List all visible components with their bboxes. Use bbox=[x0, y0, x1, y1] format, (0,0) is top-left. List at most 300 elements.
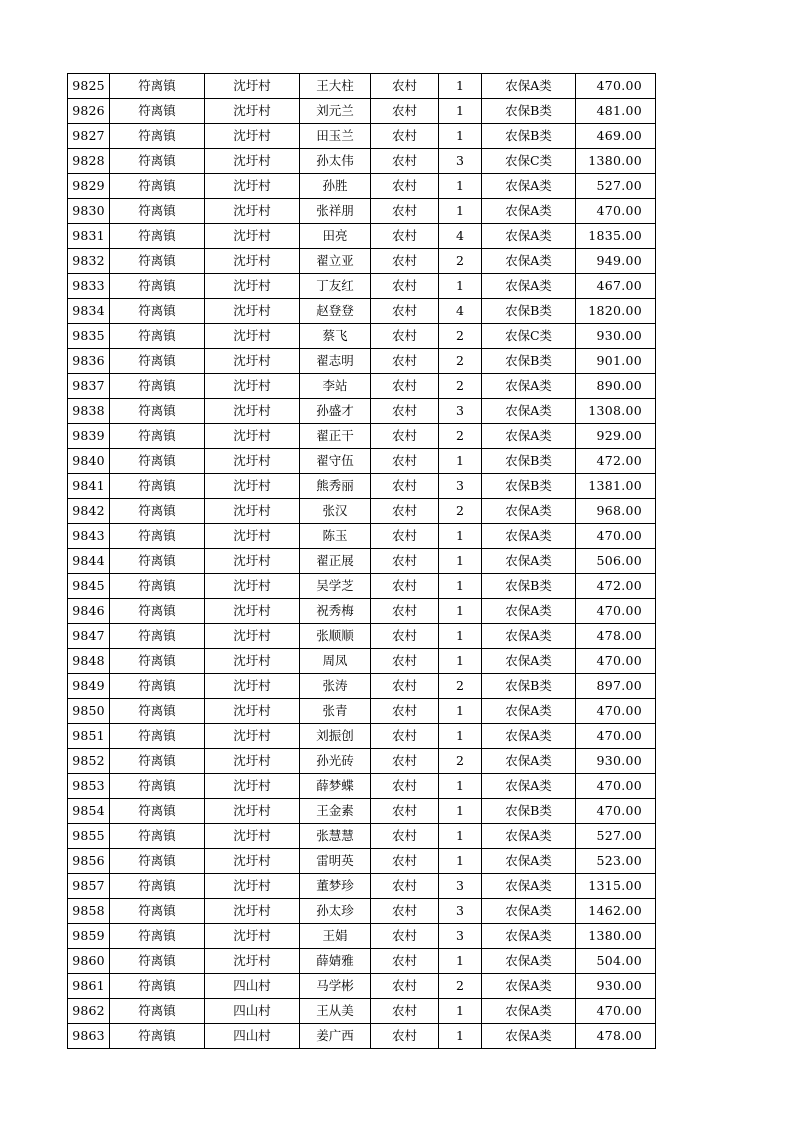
cell-insurance-category: 农保C类 bbox=[482, 324, 576, 349]
cell-insurance-category: 农保A类 bbox=[482, 949, 576, 974]
cell-town: 符离镇 bbox=[110, 1024, 205, 1049]
cell-household-type: 农村 bbox=[371, 374, 439, 399]
cell-town: 符离镇 bbox=[110, 474, 205, 499]
table-row bbox=[68, 349, 656, 374]
table-row bbox=[68, 649, 656, 674]
cell-household-size: 1 bbox=[439, 999, 482, 1024]
cell-household-size: 1 bbox=[439, 524, 482, 549]
cell-insurance-category: 农保A类 bbox=[482, 924, 576, 949]
cell-household-size: 3 bbox=[439, 924, 482, 949]
cell-insurance-category: 农保A类 bbox=[482, 224, 576, 249]
cell-person-name: 孙太伟 bbox=[300, 149, 371, 174]
cell-household-type: 农村 bbox=[371, 449, 439, 474]
cell-person-name: 田亮 bbox=[300, 224, 371, 249]
cell-village: 沈圩村 bbox=[205, 574, 300, 599]
cell-household-type: 农村 bbox=[371, 124, 439, 149]
cell-person-name: 孙光砖 bbox=[300, 749, 371, 774]
cell-amount: 523.00 bbox=[576, 849, 656, 874]
cell-record-id: 9852 bbox=[68, 749, 110, 774]
cell-household-size: 1 bbox=[439, 724, 482, 749]
cell-record-id: 9845 bbox=[68, 574, 110, 599]
cell-record-id: 9855 bbox=[68, 824, 110, 849]
cell-amount: 1820.00 bbox=[576, 299, 656, 324]
cell-person-name: 张涛 bbox=[300, 674, 371, 699]
cell-insurance-category: 农保A类 bbox=[482, 424, 576, 449]
cell-town: 符离镇 bbox=[110, 349, 205, 374]
cell-person-name: 薛梦蝶 bbox=[300, 774, 371, 799]
cell-village: 沈圩村 bbox=[205, 274, 300, 299]
cell-amount: 470.00 bbox=[576, 524, 656, 549]
cell-record-id: 9837 bbox=[68, 374, 110, 399]
cell-amount: 470.00 bbox=[576, 649, 656, 674]
cell-village: 沈圩村 bbox=[205, 124, 300, 149]
table-row bbox=[68, 549, 656, 574]
cell-household-type: 农村 bbox=[371, 924, 439, 949]
table-row bbox=[68, 449, 656, 474]
cell-person-name: 翟志明 bbox=[300, 349, 371, 374]
cell-record-id: 9826 bbox=[68, 99, 110, 124]
cell-town: 符离镇 bbox=[110, 749, 205, 774]
cell-insurance-category: 农保A类 bbox=[482, 1024, 576, 1049]
table-row bbox=[68, 749, 656, 774]
cell-person-name: 翟立亚 bbox=[300, 249, 371, 274]
cell-person-name: 张青 bbox=[300, 699, 371, 724]
cell-record-id: 9830 bbox=[68, 199, 110, 224]
cell-household-size: 2 bbox=[439, 249, 482, 274]
cell-household-size: 1 bbox=[439, 199, 482, 224]
cell-person-name: 张顺顺 bbox=[300, 624, 371, 649]
table-row bbox=[68, 274, 656, 299]
cell-insurance-category: 农保A类 bbox=[482, 974, 576, 999]
cell-household-type: 农村 bbox=[371, 249, 439, 274]
table-row bbox=[68, 299, 656, 324]
cell-record-id: 9847 bbox=[68, 624, 110, 649]
table-row bbox=[68, 599, 656, 624]
cell-town: 符离镇 bbox=[110, 799, 205, 824]
table-row bbox=[68, 99, 656, 124]
cell-village: 沈圩村 bbox=[205, 649, 300, 674]
table-row bbox=[68, 949, 656, 974]
cell-record-id: 9835 bbox=[68, 324, 110, 349]
cell-amount: 504.00 bbox=[576, 949, 656, 974]
cell-record-id: 9859 bbox=[68, 924, 110, 949]
cell-record-id: 9858 bbox=[68, 899, 110, 924]
cell-town: 符离镇 bbox=[110, 574, 205, 599]
cell-village: 沈圩村 bbox=[205, 349, 300, 374]
cell-insurance-category: 农保B类 bbox=[482, 299, 576, 324]
cell-amount: 1835.00 bbox=[576, 224, 656, 249]
cell-household-type: 农村 bbox=[371, 149, 439, 174]
cell-household-size: 1 bbox=[439, 274, 482, 299]
cell-record-id: 9848 bbox=[68, 649, 110, 674]
cell-household-type: 农村 bbox=[371, 99, 439, 124]
cell-record-id: 9831 bbox=[68, 224, 110, 249]
cell-village: 沈圩村 bbox=[205, 374, 300, 399]
cell-village: 沈圩村 bbox=[205, 174, 300, 199]
cell-insurance-category: 农保B类 bbox=[482, 99, 576, 124]
cell-village: 沈圩村 bbox=[205, 499, 300, 524]
table-row bbox=[68, 699, 656, 724]
cell-village: 沈圩村 bbox=[205, 774, 300, 799]
cell-record-id: 9834 bbox=[68, 299, 110, 324]
cell-amount: 930.00 bbox=[576, 324, 656, 349]
cell-household-size: 3 bbox=[439, 399, 482, 424]
cell-person-name: 孙盛才 bbox=[300, 399, 371, 424]
table-row bbox=[68, 424, 656, 449]
table-row bbox=[68, 74, 656, 99]
table-row bbox=[68, 624, 656, 649]
cell-person-name: 张祥朋 bbox=[300, 199, 371, 224]
cell-insurance-category: 农保A类 bbox=[482, 599, 576, 624]
cell-town: 符离镇 bbox=[110, 174, 205, 199]
cell-insurance-category: 农保A类 bbox=[482, 174, 576, 199]
cell-record-id: 9843 bbox=[68, 524, 110, 549]
cell-town: 符离镇 bbox=[110, 699, 205, 724]
cell-amount: 1380.00 bbox=[576, 924, 656, 949]
table-row bbox=[68, 674, 656, 699]
cell-amount: 1315.00 bbox=[576, 874, 656, 899]
cell-village: 沈圩村 bbox=[205, 449, 300, 474]
table-row bbox=[68, 924, 656, 949]
table-row bbox=[68, 324, 656, 349]
cell-household-type: 农村 bbox=[371, 399, 439, 424]
cell-amount: 478.00 bbox=[576, 1024, 656, 1049]
cell-insurance-category: 农保A类 bbox=[482, 74, 576, 99]
cell-person-name: 祝秀梅 bbox=[300, 599, 371, 624]
cell-town: 符离镇 bbox=[110, 324, 205, 349]
cell-insurance-category: 农保B类 bbox=[482, 349, 576, 374]
cell-record-id: 9857 bbox=[68, 874, 110, 899]
cell-record-id: 9836 bbox=[68, 349, 110, 374]
cell-household-type: 农村 bbox=[371, 674, 439, 699]
cell-insurance-category: 农保A类 bbox=[482, 524, 576, 549]
cell-record-id: 9841 bbox=[68, 474, 110, 499]
cell-insurance-category: 农保A类 bbox=[482, 649, 576, 674]
cell-person-name: 陈玉 bbox=[300, 524, 371, 549]
cell-household-size: 2 bbox=[439, 424, 482, 449]
cell-village: 沈圩村 bbox=[205, 849, 300, 874]
cell-record-id: 9860 bbox=[68, 949, 110, 974]
cell-village: 沈圩村 bbox=[205, 874, 300, 899]
cell-town: 符离镇 bbox=[110, 524, 205, 549]
cell-household-size: 1 bbox=[439, 74, 482, 99]
cell-household-type: 农村 bbox=[371, 599, 439, 624]
cell-record-id: 9856 bbox=[68, 849, 110, 874]
cell-household-size: 2 bbox=[439, 674, 482, 699]
cell-village: 沈圩村 bbox=[205, 99, 300, 124]
cell-household-type: 农村 bbox=[371, 799, 439, 824]
cell-person-name: 张汉 bbox=[300, 499, 371, 524]
cell-village: 沈圩村 bbox=[205, 824, 300, 849]
cell-insurance-category: 农保A类 bbox=[482, 374, 576, 399]
cell-town: 符离镇 bbox=[110, 999, 205, 1024]
cell-record-id: 9829 bbox=[68, 174, 110, 199]
cell-town: 符离镇 bbox=[110, 124, 205, 149]
cell-household-type: 农村 bbox=[371, 499, 439, 524]
table-row bbox=[68, 499, 656, 524]
cell-amount: 472.00 bbox=[576, 449, 656, 474]
cell-person-name: 孙太珍 bbox=[300, 899, 371, 924]
cell-village: 沈圩村 bbox=[205, 324, 300, 349]
cell-amount: 470.00 bbox=[576, 699, 656, 724]
cell-insurance-category: 农保A类 bbox=[482, 249, 576, 274]
cell-record-id: 9862 bbox=[68, 999, 110, 1024]
cell-person-name: 薛婧雅 bbox=[300, 949, 371, 974]
table-row bbox=[68, 824, 656, 849]
cell-town: 符离镇 bbox=[110, 849, 205, 874]
cell-person-name: 熊秀丽 bbox=[300, 474, 371, 499]
cell-household-type: 农村 bbox=[371, 299, 439, 324]
cell-insurance-category: 农保A类 bbox=[482, 774, 576, 799]
cell-household-type: 农村 bbox=[371, 649, 439, 674]
cell-record-id: 9863 bbox=[68, 1024, 110, 1049]
cell-household-size: 1 bbox=[439, 99, 482, 124]
cell-amount: 930.00 bbox=[576, 974, 656, 999]
cell-amount: 897.00 bbox=[576, 674, 656, 699]
cell-person-name: 张慧慧 bbox=[300, 824, 371, 849]
cell-insurance-category: 农保A类 bbox=[482, 999, 576, 1024]
cell-household-size: 1 bbox=[439, 699, 482, 724]
table-row bbox=[68, 799, 656, 824]
cell-record-id: 9838 bbox=[68, 399, 110, 424]
table-row bbox=[68, 199, 656, 224]
cell-person-name: 王金素 bbox=[300, 799, 371, 824]
cell-village: 沈圩村 bbox=[205, 299, 300, 324]
cell-village: 沈圩村 bbox=[205, 624, 300, 649]
cell-insurance-category: 农保B类 bbox=[482, 574, 576, 599]
cell-village: 沈圩村 bbox=[205, 74, 300, 99]
cell-household-type: 农村 bbox=[371, 824, 439, 849]
cell-town: 符离镇 bbox=[110, 274, 205, 299]
cell-person-name: 翟正展 bbox=[300, 549, 371, 574]
cell-town: 符离镇 bbox=[110, 499, 205, 524]
cell-village: 沈圩村 bbox=[205, 749, 300, 774]
cell-record-id: 9854 bbox=[68, 799, 110, 824]
cell-amount: 481.00 bbox=[576, 99, 656, 124]
cell-person-name: 姜广西 bbox=[300, 1024, 371, 1049]
cell-household-type: 农村 bbox=[371, 274, 439, 299]
cell-person-name: 丁友红 bbox=[300, 274, 371, 299]
cell-record-id: 9849 bbox=[68, 674, 110, 699]
cell-household-size: 2 bbox=[439, 499, 482, 524]
cell-town: 符离镇 bbox=[110, 199, 205, 224]
cell-town: 符离镇 bbox=[110, 424, 205, 449]
cell-household-size: 2 bbox=[439, 324, 482, 349]
cell-household-size: 1 bbox=[439, 574, 482, 599]
cell-amount: 1380.00 bbox=[576, 149, 656, 174]
cell-village: 沈圩村 bbox=[205, 549, 300, 574]
cell-town: 符离镇 bbox=[110, 374, 205, 399]
cell-record-id: 9842 bbox=[68, 499, 110, 524]
cell-amount: 470.00 bbox=[576, 799, 656, 824]
table-row bbox=[68, 124, 656, 149]
cell-person-name: 董梦珍 bbox=[300, 874, 371, 899]
table-row bbox=[68, 724, 656, 749]
cell-town: 符离镇 bbox=[110, 299, 205, 324]
subsidy-register-table bbox=[67, 73, 656, 1049]
cell-household-size: 2 bbox=[439, 374, 482, 399]
cell-town: 符离镇 bbox=[110, 449, 205, 474]
table-row bbox=[68, 149, 656, 174]
cell-town: 符离镇 bbox=[110, 924, 205, 949]
cell-household-type: 农村 bbox=[371, 74, 439, 99]
table-row bbox=[68, 574, 656, 599]
table-row bbox=[68, 399, 656, 424]
cell-record-id: 9825 bbox=[68, 74, 110, 99]
cell-household-type: 农村 bbox=[371, 699, 439, 724]
cell-insurance-category: 农保A类 bbox=[482, 724, 576, 749]
cell-record-id: 9833 bbox=[68, 274, 110, 299]
cell-household-type: 农村 bbox=[371, 1024, 439, 1049]
cell-household-type: 农村 bbox=[371, 949, 439, 974]
cell-household-size: 3 bbox=[439, 899, 482, 924]
cell-record-id: 9827 bbox=[68, 124, 110, 149]
cell-insurance-category: 农保C类 bbox=[482, 149, 576, 174]
cell-household-size: 1 bbox=[439, 774, 482, 799]
cell-amount: 527.00 bbox=[576, 174, 656, 199]
cell-household-type: 农村 bbox=[371, 874, 439, 899]
cell-record-id: 9850 bbox=[68, 699, 110, 724]
cell-household-size: 4 bbox=[439, 224, 482, 249]
cell-record-id: 9844 bbox=[68, 549, 110, 574]
cell-town: 符离镇 bbox=[110, 599, 205, 624]
cell-amount: 930.00 bbox=[576, 749, 656, 774]
cell-person-name: 刘元兰 bbox=[300, 99, 371, 124]
cell-record-id: 9851 bbox=[68, 724, 110, 749]
cell-insurance-category: 农保A类 bbox=[482, 624, 576, 649]
cell-household-size: 1 bbox=[439, 649, 482, 674]
cell-household-type: 农村 bbox=[371, 774, 439, 799]
cell-town: 符离镇 bbox=[110, 949, 205, 974]
cell-person-name: 周凤 bbox=[300, 649, 371, 674]
cell-household-size: 1 bbox=[439, 449, 482, 474]
cell-insurance-category: 农保A类 bbox=[482, 824, 576, 849]
cell-village: 沈圩村 bbox=[205, 899, 300, 924]
cell-person-name: 李站 bbox=[300, 374, 371, 399]
cell-village: 沈圩村 bbox=[205, 699, 300, 724]
cell-insurance-category: 农保A类 bbox=[482, 499, 576, 524]
cell-amount: 470.00 bbox=[576, 74, 656, 99]
cell-person-name: 孙胜 bbox=[300, 174, 371, 199]
cell-household-type: 农村 bbox=[371, 349, 439, 374]
cell-insurance-category: 农保A类 bbox=[482, 399, 576, 424]
cell-household-size: 3 bbox=[439, 474, 482, 499]
cell-village: 沈圩村 bbox=[205, 724, 300, 749]
cell-town: 符离镇 bbox=[110, 674, 205, 699]
cell-amount: 949.00 bbox=[576, 249, 656, 274]
cell-household-type: 农村 bbox=[371, 199, 439, 224]
cell-household-type: 农村 bbox=[371, 524, 439, 549]
cell-household-size: 1 bbox=[439, 949, 482, 974]
cell-insurance-category: 农保B类 bbox=[482, 474, 576, 499]
cell-amount: 929.00 bbox=[576, 424, 656, 449]
cell-village: 沈圩村 bbox=[205, 199, 300, 224]
cell-household-size: 1 bbox=[439, 849, 482, 874]
cell-person-name: 马学彬 bbox=[300, 974, 371, 999]
cell-household-type: 农村 bbox=[371, 849, 439, 874]
cell-household-type: 农村 bbox=[371, 574, 439, 599]
cell-person-name: 刘振创 bbox=[300, 724, 371, 749]
cell-household-type: 农村 bbox=[371, 474, 439, 499]
cell-amount: 527.00 bbox=[576, 824, 656, 849]
cell-town: 符离镇 bbox=[110, 974, 205, 999]
cell-town: 符离镇 bbox=[110, 249, 205, 274]
cell-town: 符离镇 bbox=[110, 899, 205, 924]
cell-insurance-category: 农保A类 bbox=[482, 899, 576, 924]
cell-insurance-category: 农保A类 bbox=[482, 274, 576, 299]
cell-insurance-category: 农保A类 bbox=[482, 749, 576, 774]
cell-household-size: 2 bbox=[439, 349, 482, 374]
table-row bbox=[68, 774, 656, 799]
cell-village: 沈圩村 bbox=[205, 524, 300, 549]
cell-village: 沈圩村 bbox=[205, 224, 300, 249]
table-body bbox=[68, 74, 656, 1049]
table-row bbox=[68, 474, 656, 499]
cell-insurance-category: 农保A类 bbox=[482, 199, 576, 224]
cell-insurance-category: 农保B类 bbox=[482, 799, 576, 824]
cell-household-size: 2 bbox=[439, 974, 482, 999]
cell-record-id: 9828 bbox=[68, 149, 110, 174]
cell-amount: 470.00 bbox=[576, 774, 656, 799]
cell-amount: 470.00 bbox=[576, 599, 656, 624]
cell-record-id: 9839 bbox=[68, 424, 110, 449]
cell-household-type: 农村 bbox=[371, 724, 439, 749]
cell-person-name: 王从美 bbox=[300, 999, 371, 1024]
table-row bbox=[68, 374, 656, 399]
cell-amount: 467.00 bbox=[576, 274, 656, 299]
table-row bbox=[68, 874, 656, 899]
cell-insurance-category: 农保A类 bbox=[482, 699, 576, 724]
cell-village: 四山村 bbox=[205, 1024, 300, 1049]
cell-village: 沈圩村 bbox=[205, 424, 300, 449]
cell-record-id: 9832 bbox=[68, 249, 110, 274]
cell-amount: 472.00 bbox=[576, 574, 656, 599]
cell-household-type: 农村 bbox=[371, 899, 439, 924]
cell-town: 符离镇 bbox=[110, 74, 205, 99]
cell-household-type: 农村 bbox=[371, 749, 439, 774]
cell-household-size: 1 bbox=[439, 799, 482, 824]
cell-amount: 506.00 bbox=[576, 549, 656, 574]
cell-town: 符离镇 bbox=[110, 649, 205, 674]
cell-household-size: 1 bbox=[439, 1024, 482, 1049]
cell-household-type: 农村 bbox=[371, 999, 439, 1024]
cell-household-size: 1 bbox=[439, 824, 482, 849]
cell-household-size: 3 bbox=[439, 149, 482, 174]
cell-town: 符离镇 bbox=[110, 774, 205, 799]
cell-amount: 968.00 bbox=[576, 499, 656, 524]
table-row bbox=[68, 224, 656, 249]
cell-amount: 470.00 bbox=[576, 999, 656, 1024]
cell-village: 沈圩村 bbox=[205, 674, 300, 699]
table-row bbox=[68, 174, 656, 199]
cell-household-size: 1 bbox=[439, 174, 482, 199]
cell-town: 符离镇 bbox=[110, 724, 205, 749]
cell-village: 沈圩村 bbox=[205, 924, 300, 949]
cell-household-size: 2 bbox=[439, 749, 482, 774]
cell-village: 四山村 bbox=[205, 974, 300, 999]
cell-household-type: 农村 bbox=[371, 549, 439, 574]
cell-person-name: 赵登登 bbox=[300, 299, 371, 324]
cell-village: 沈圩村 bbox=[205, 149, 300, 174]
cell-amount: 478.00 bbox=[576, 624, 656, 649]
cell-household-size: 3 bbox=[439, 874, 482, 899]
cell-household-size: 1 bbox=[439, 549, 482, 574]
cell-person-name: 王娟 bbox=[300, 924, 371, 949]
cell-household-size: 1 bbox=[439, 624, 482, 649]
cell-person-name: 吴学芝 bbox=[300, 574, 371, 599]
cell-amount: 1308.00 bbox=[576, 399, 656, 424]
cell-person-name: 翟守伍 bbox=[300, 449, 371, 474]
